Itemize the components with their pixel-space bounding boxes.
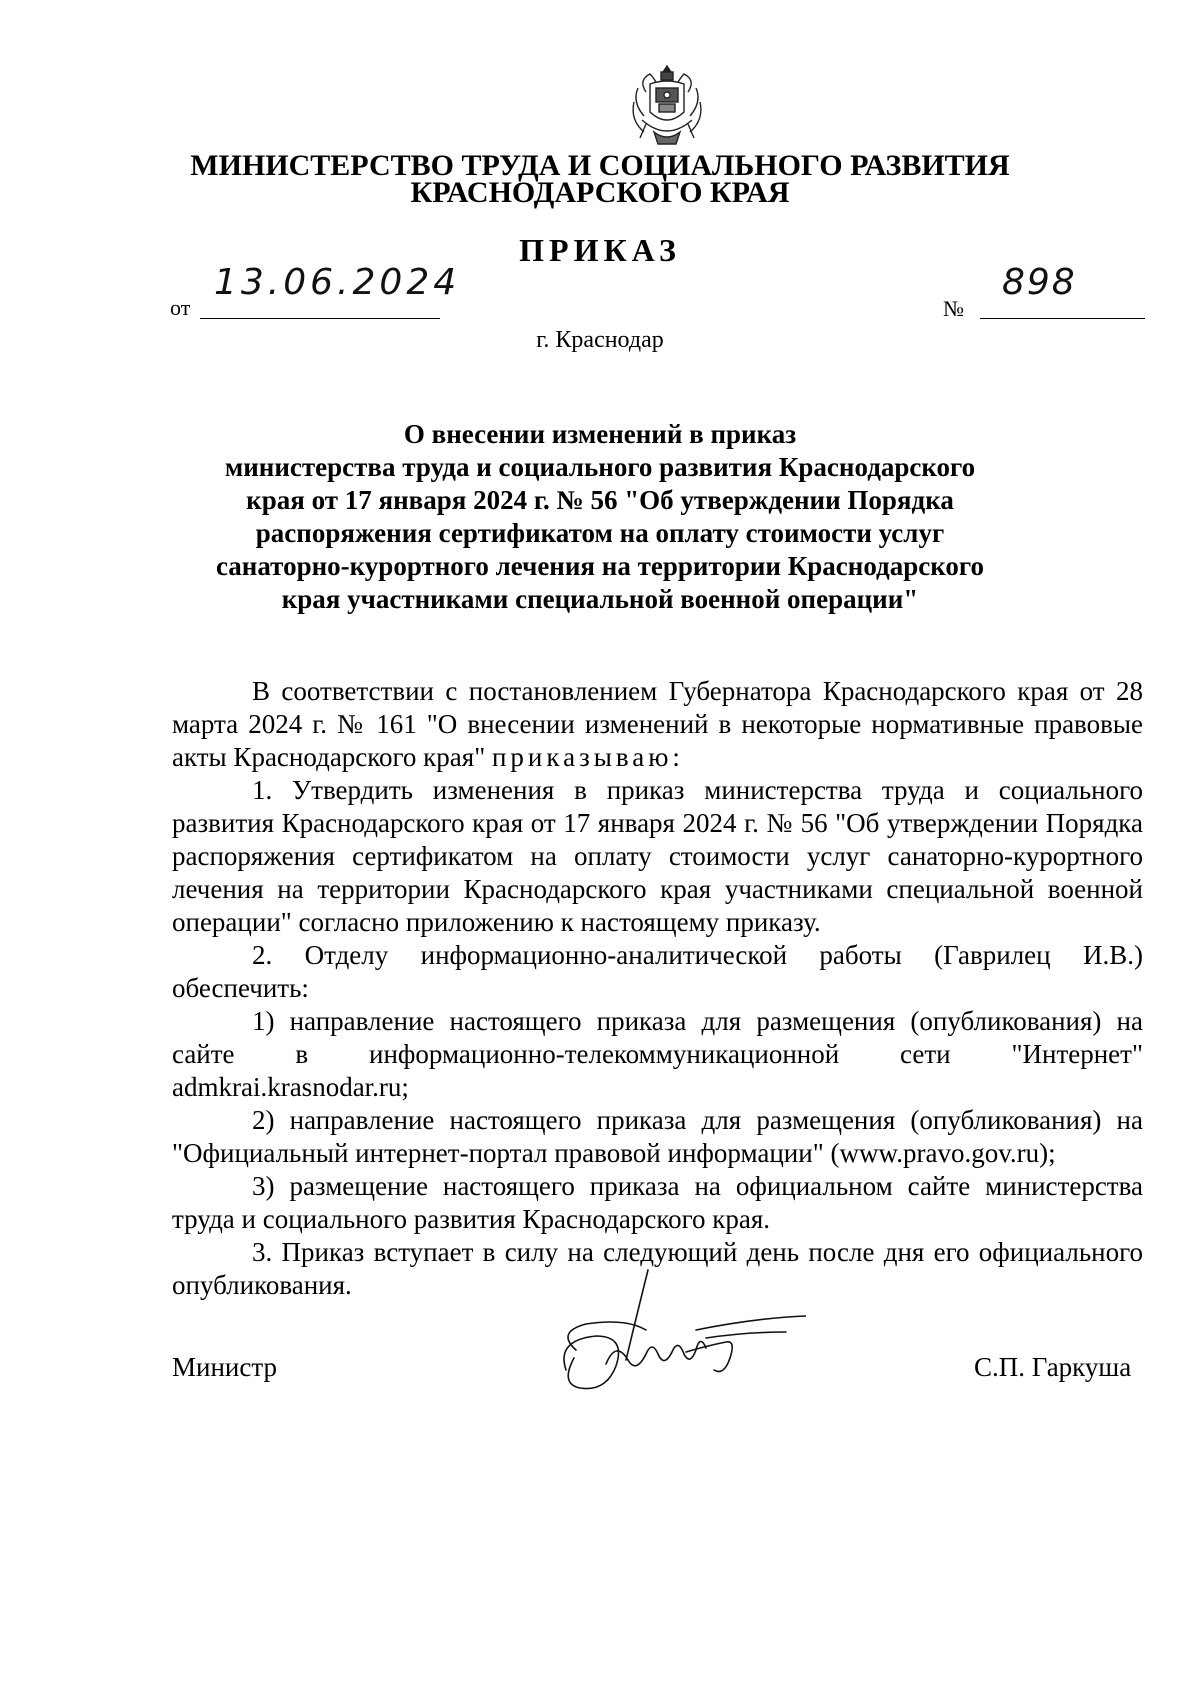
heading-line: министерства труда и социального развития Краснодарского <box>224 452 976 482</box>
ministry-name-line2: КРАСНОДАРСКОГО КРАЯ <box>410 176 790 209</box>
date-prefix: от <box>170 295 191 320</box>
handwritten-number: 898 <box>1002 262 1077 303</box>
ministry-name-line1: МИНИСТЕРСТВО ТРУДА И СОЦИАЛЬНОГО РАЗВИТИЯ <box>190 149 1010 182</box>
item-2-1-paragraph: 1) направление настоящего приказа для размещения (опубликования) на сайте в информационно-телекоммуникационной сети "Интернет" admkrai.krasnodar.ru; <box>172 1006 1143 1102</box>
item-2-2-paragraph: 2) направление настоящего приказа для размещения (опубликования) на "Официальный интернет-портал правовой информации" (www.pravo.gov.ru); <box>172 1105 1143 1168</box>
city-line: г. Краснодар <box>536 327 664 353</box>
document-type-title: ПРИКАЗ <box>519 232 681 268</box>
order-heading <box>0 418 1200 616</box>
order-word: приказываю: <box>491 742 684 772</box>
number-prefix: № <box>943 296 964 321</box>
heading-line: санаторно-курортного лечения на территории Краснодарского <box>215 551 985 581</box>
coat-of-arms-icon <box>626 62 708 152</box>
heading-line: О внесении изменений в приказ <box>403 419 797 449</box>
handwritten-date: 13.06.2024 <box>214 262 461 303</box>
item-1-paragraph: 1. Утвердить изменения в приказ министерства труда и социального развития Краснодарского края от 17 января 2024 г. № 56 "Об утверждении Порядка распоряжения сертификатом на оплату стоимости услуг санаторно-курортного лечения на территории Краснодарского края участниками специальной военной операции" согласно приложению к настоящему приказу. <box>172 775 1143 937</box>
item-2-paragraph: 2. Отделу информационно-аналитической работы (Гаврилец И.В.) обеспечить: <box>172 940 1143 1003</box>
handwritten-signature-icon <box>536 1260 806 1410</box>
item-3-paragraph: 3. Приказ вступает в силу на следующий день после дня его официального опубликования. <box>172 1237 1143 1300</box>
signer-name: С.П. Гаркуша <box>974 1352 1132 1382</box>
number-underline <box>980 318 1145 319</box>
date-underline <box>200 318 440 319</box>
preamble-paragraph <box>172 675 1143 774</box>
heading-line: распоряжения сертификатом на оплату стоимости услуг <box>255 518 945 548</box>
heading-line: края участниками специальной военной операции" <box>281 584 919 614</box>
heading-line: края от 17 января 2024 г. № 56 "Об утверждении Порядка <box>246 485 954 515</box>
signer-role: Министр <box>172 1352 277 1382</box>
item-2-3-paragraph: 3) размещение настоящего приказа на официальном сайте министерства труда и социального развития Краснодарского края. <box>172 1171 1143 1234</box>
preamble-text: В соответствии с постановлением Губернатора Краснодарского края от 28 марта 2024 г. № 161 "О внесении изменений в некоторые нормативные правовые акты Краснодарского края" <box>172 676 1143 772</box>
order-body <box>172 675 1143 1302</box>
